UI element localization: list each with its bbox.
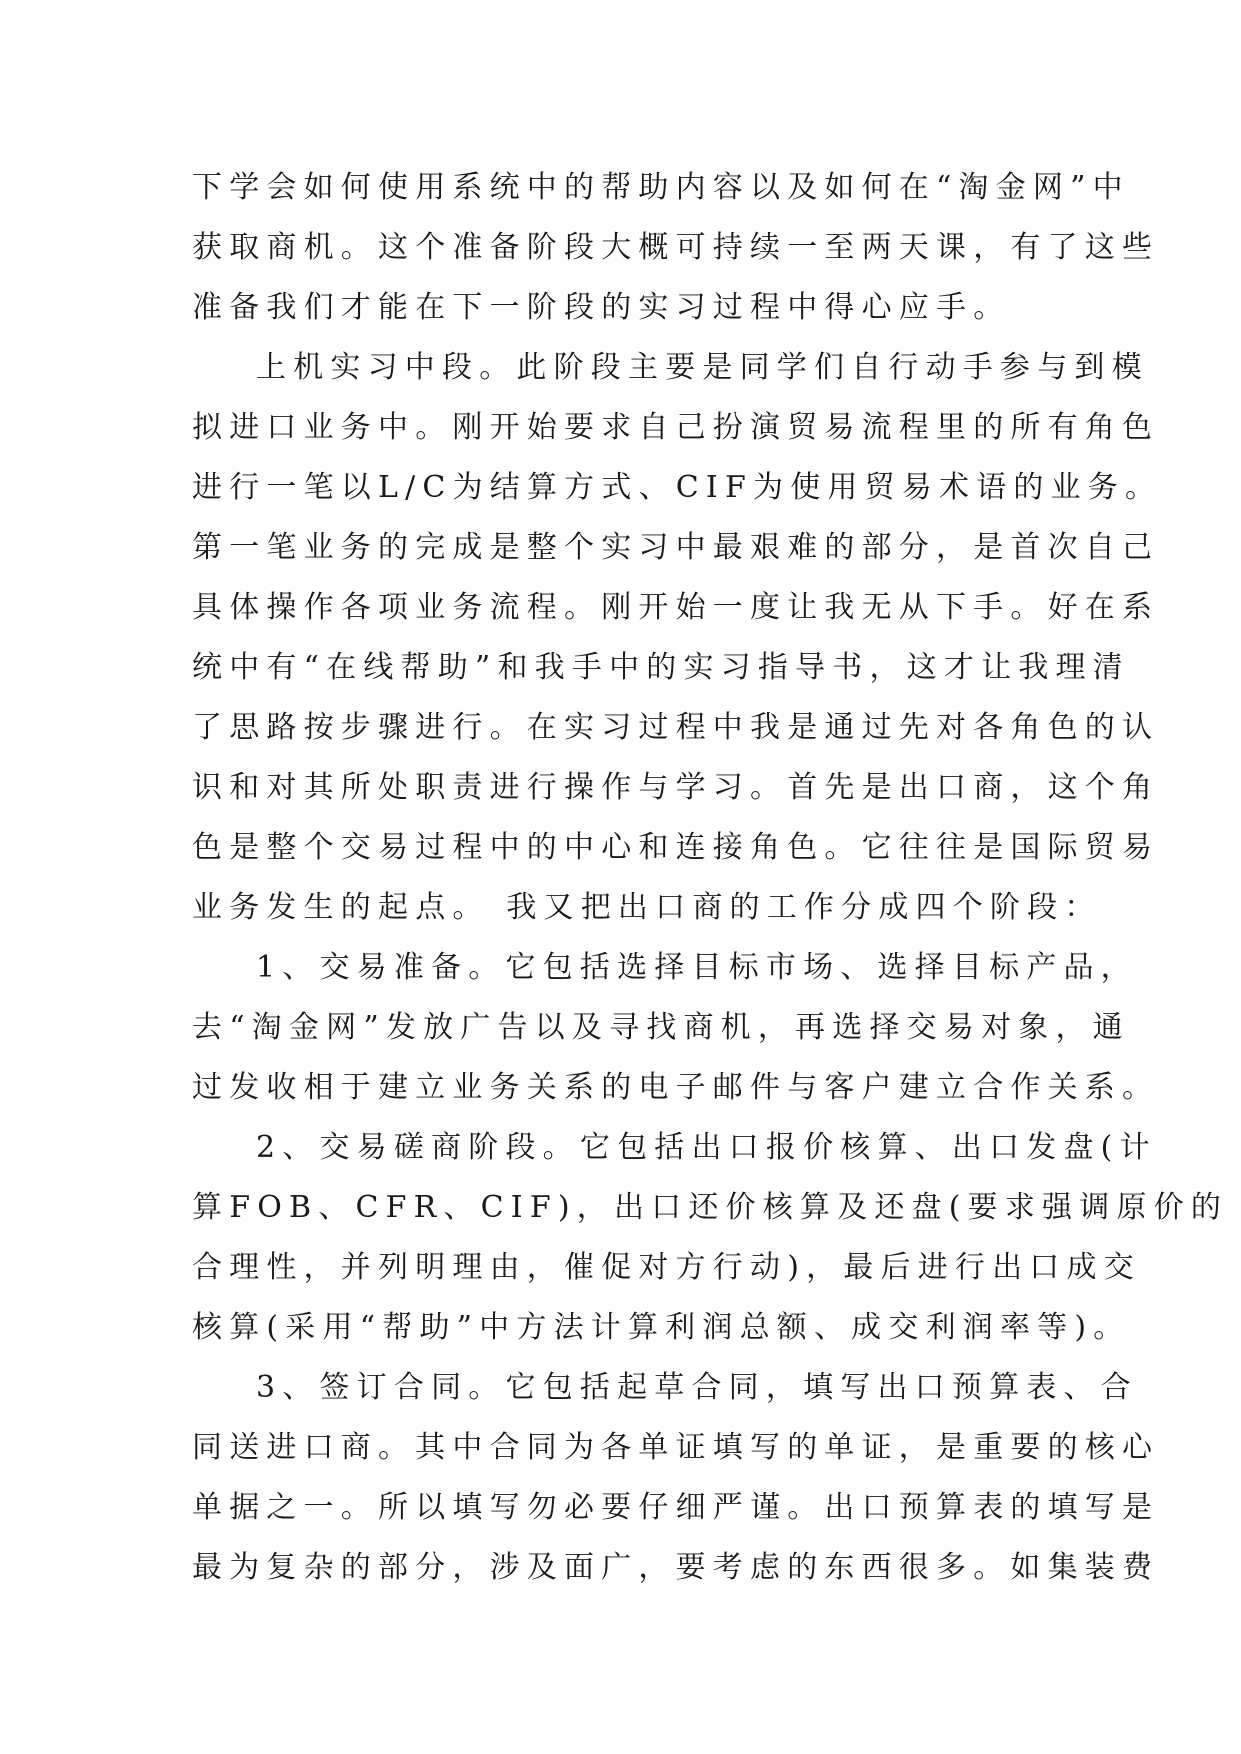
text-line: 识和对其所处职责进行操作与学习。首先是出口商，这个角 [192, 770, 1160, 805]
paragraph-start-line: 1、交易准备。它包括选择目标市场、选择目标产品， [256, 950, 1138, 985]
text-line: 了思路按步骤进行。在实习过程中我是通过先对各角色的认 [192, 710, 1160, 745]
text-line: 下学会如何使用系统中的帮助内容以及如何在“淘金网”中 [192, 170, 1130, 205]
text-line: 统中有“在线帮助”和我手中的实习指导书，这才让我理清 [192, 650, 1130, 685]
paragraph-start-line: 3、签订合同。它包括起草合同，填写出口预算表、合 [256, 1370, 1138, 1405]
text-line: 核算(采用“帮助”中方法计算利润总额、成交利润率等)。 [192, 1310, 1131, 1345]
text-line: 业务发生的起点。 我又把出口商的工作分成四个阶段： [192, 890, 1102, 925]
text-line: 算FOB、CFR、CIF)，出口还价核算及还盘(要求强调原价的 [192, 1190, 1229, 1225]
text-line: 合理性，并列明理由，催促对方行动)，最后进行出口成交 [192, 1250, 1141, 1285]
text-line: 色是整个交易过程中的中心和连接角色。它往往是国际贸易 [192, 830, 1160, 865]
text-line: 同送进口商。其中合同为各单证填写的单证，是重要的核心 [192, 1430, 1160, 1465]
text-line: 最为复杂的部分，涉及面广，要考虑的东西很多。如集装费 [192, 1550, 1160, 1585]
text-line: 过发收相于建立业务关系的电子邮件与客户建立合作关系。 [192, 1070, 1160, 1105]
text-line: 单据之一。所以填写勿必要仔细严谨。出口预算表的填写是 [192, 1490, 1160, 1525]
paragraph-start-line: 上机实习中段。此阶段主要是同学们自行动手参与到模 [256, 350, 1149, 385]
text-line: 具体操作各项业务流程。刚开始一度让我无从下手。好在系 [192, 590, 1160, 625]
text-line: 准备我们才能在下一阶段的实习过程中得心应手。 [192, 290, 1011, 325]
text-line: 第一笔业务的完成是整个实习中最艰难的部分，是首次自己 [192, 530, 1160, 565]
text-line: 进行一笔以L/C为结算方式、CIF为使用贸易术语的业务。 [192, 470, 1163, 505]
paragraph-start-line: 2、交易磋商阶段。它包括出口报价核算、出口发盘(计 [256, 1130, 1157, 1165]
text-line: 获取商机。这个准备阶段大概可持续一至两天课，有了这些 [192, 230, 1160, 265]
text-line: 拟进口业务中。刚开始要求自己扮演贸易流程里的所有角色 [192, 410, 1160, 445]
text-line: 去“淘金网”发放广告以及寻找商机，再选择交易对象，通 [192, 1010, 1130, 1045]
body-text [192, 158, 1229, 1598]
